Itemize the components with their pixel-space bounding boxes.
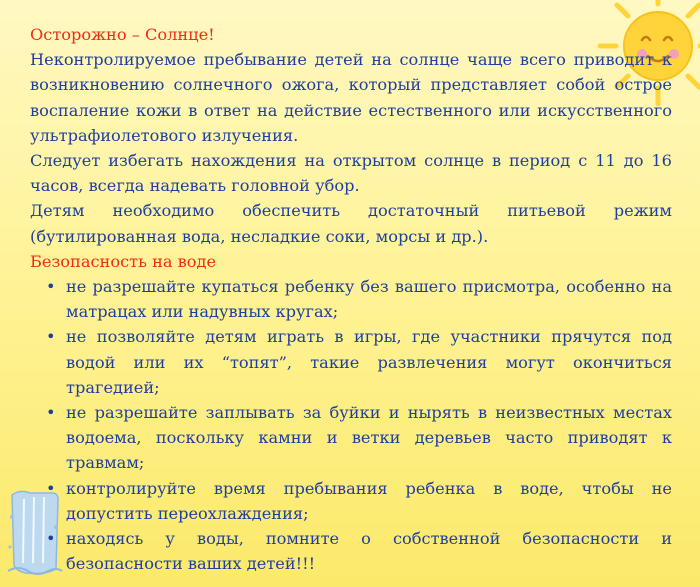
water-section-title: Безопасность на воде: [30, 251, 217, 271]
list-item: • контролируйте время пребывания ребенка в воде, чтобы не допустить переохлаждения;: [66, 476, 672, 526]
list-item: • не разрешайте заплывать за буйки и нырять в неизвестных местах водоема, поскольку камни и ветки деревьев часто приводят к травмам;: [66, 400, 672, 476]
list-item: • не позволяйте детям играть в игры, где участники прячутся под водой или их “топят”, такие развлечения могут окончиться трагедией;: [66, 324, 672, 400]
sun-paragraph: Детям необходимо обеспечить достаточный питьевой режим (бутилированная вода, несладкие соки, морсы и др.).: [30, 201, 672, 246]
sun-paragraph: Неконтролируемое пребывание детей на солнце чаще всего приводит к возникновению солнечного ожога, который представляет собой острое воспаление кожи в ответ на действие естественного или искусственного ультрафиолетового излучения.: [30, 50, 672, 145]
list-item: • не разрешайте купаться ребенку без вашего присмотра, особенно на матрацах или надувных кругах;: [66, 274, 672, 324]
leaflet-text: [30, 22, 672, 576]
water-safety-list: [30, 274, 672, 576]
sun-section-title: Осторожно – Солнце!: [30, 25, 215, 44]
list-item: • находясь у воды, помните о собственной безопасности и безопасности ваших детей!!!: [66, 526, 672, 576]
sun-paragraph: Следует избегать нахождения на открытом солнце в период с 11 до 16 часов, всегда надевать головной убор.: [30, 151, 672, 196]
